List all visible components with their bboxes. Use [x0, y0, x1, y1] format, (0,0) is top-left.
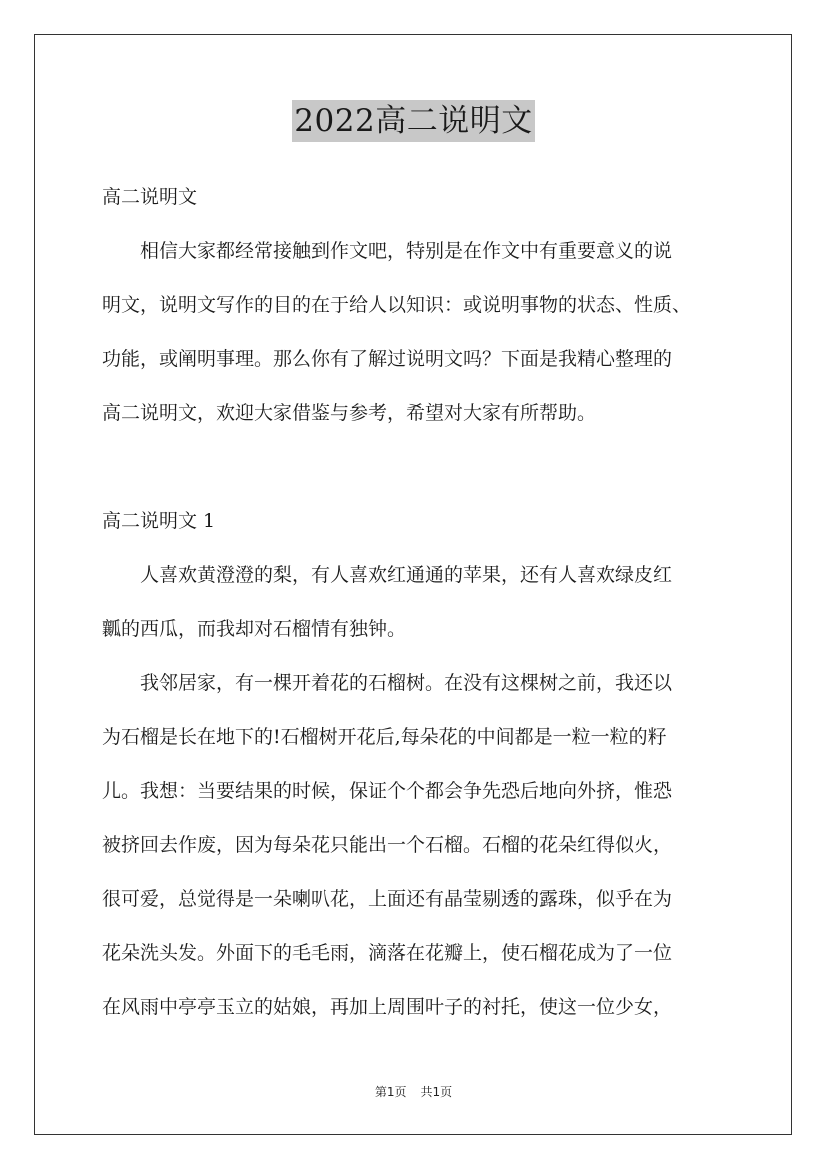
document-title-wrapper [0, 100, 827, 142]
document-body [102, 170, 732, 1034]
essay-paragraph-2: 我邻居家，有一棵开着花的石榴树。在没有这棵树之前，我还以 为石榴是长在地下的!石榴树开花后,每朵花的中间都是一粒一粒的籽 儿。我想：当要结果的时候，保证个个都会争先恐后地向外挤，惟恐 被挤回去作废，因为每朵花只能出一个石榴。石榴的花朵红得似火， 很可爱，总觉得是一朵喇叭花，上面还有晶莹剔透的露珠，似乎在为 花朵洗头发。外面下的毛毛雨，滴落在花瓣上，使石榴花成为了一位 在风雨中亭亭玉立的姑娘，再加上周围叶子的衬托，使这一位少女， [102, 672, 673, 1018]
page-total: 共1页 [420, 1085, 453, 1099]
intro-paragraph: 相信大家都经常接触到作文吧，特别是在作文中有重要意义的说 明文，说明文写作的目的在于给人以知识：或说明事物的状态、性质、 功能，或阐明事理。那么你有了解过说明文吗？下面是我精心整理的 高二说明文，欢迎大家借鉴与参考，希望对大家有所帮助。 [102, 240, 692, 424]
document-title: 2022高二说明文 [292, 100, 534, 142]
page-footer [0, 1083, 827, 1100]
page-number: 第1页 [374, 1085, 407, 1099]
essay-heading: 高二说明文 1 [102, 510, 216, 532]
paragraph-gap [102, 440, 732, 494]
essay-paragraph-1: 人喜欢黄澄澄的梨，有人喜欢红通通的苹果，还有人喜欢绿皮红 瓤的西瓜，而我却对石榴情有独钟。 [102, 564, 673, 640]
section-heading: 高二说明文 [102, 186, 198, 208]
